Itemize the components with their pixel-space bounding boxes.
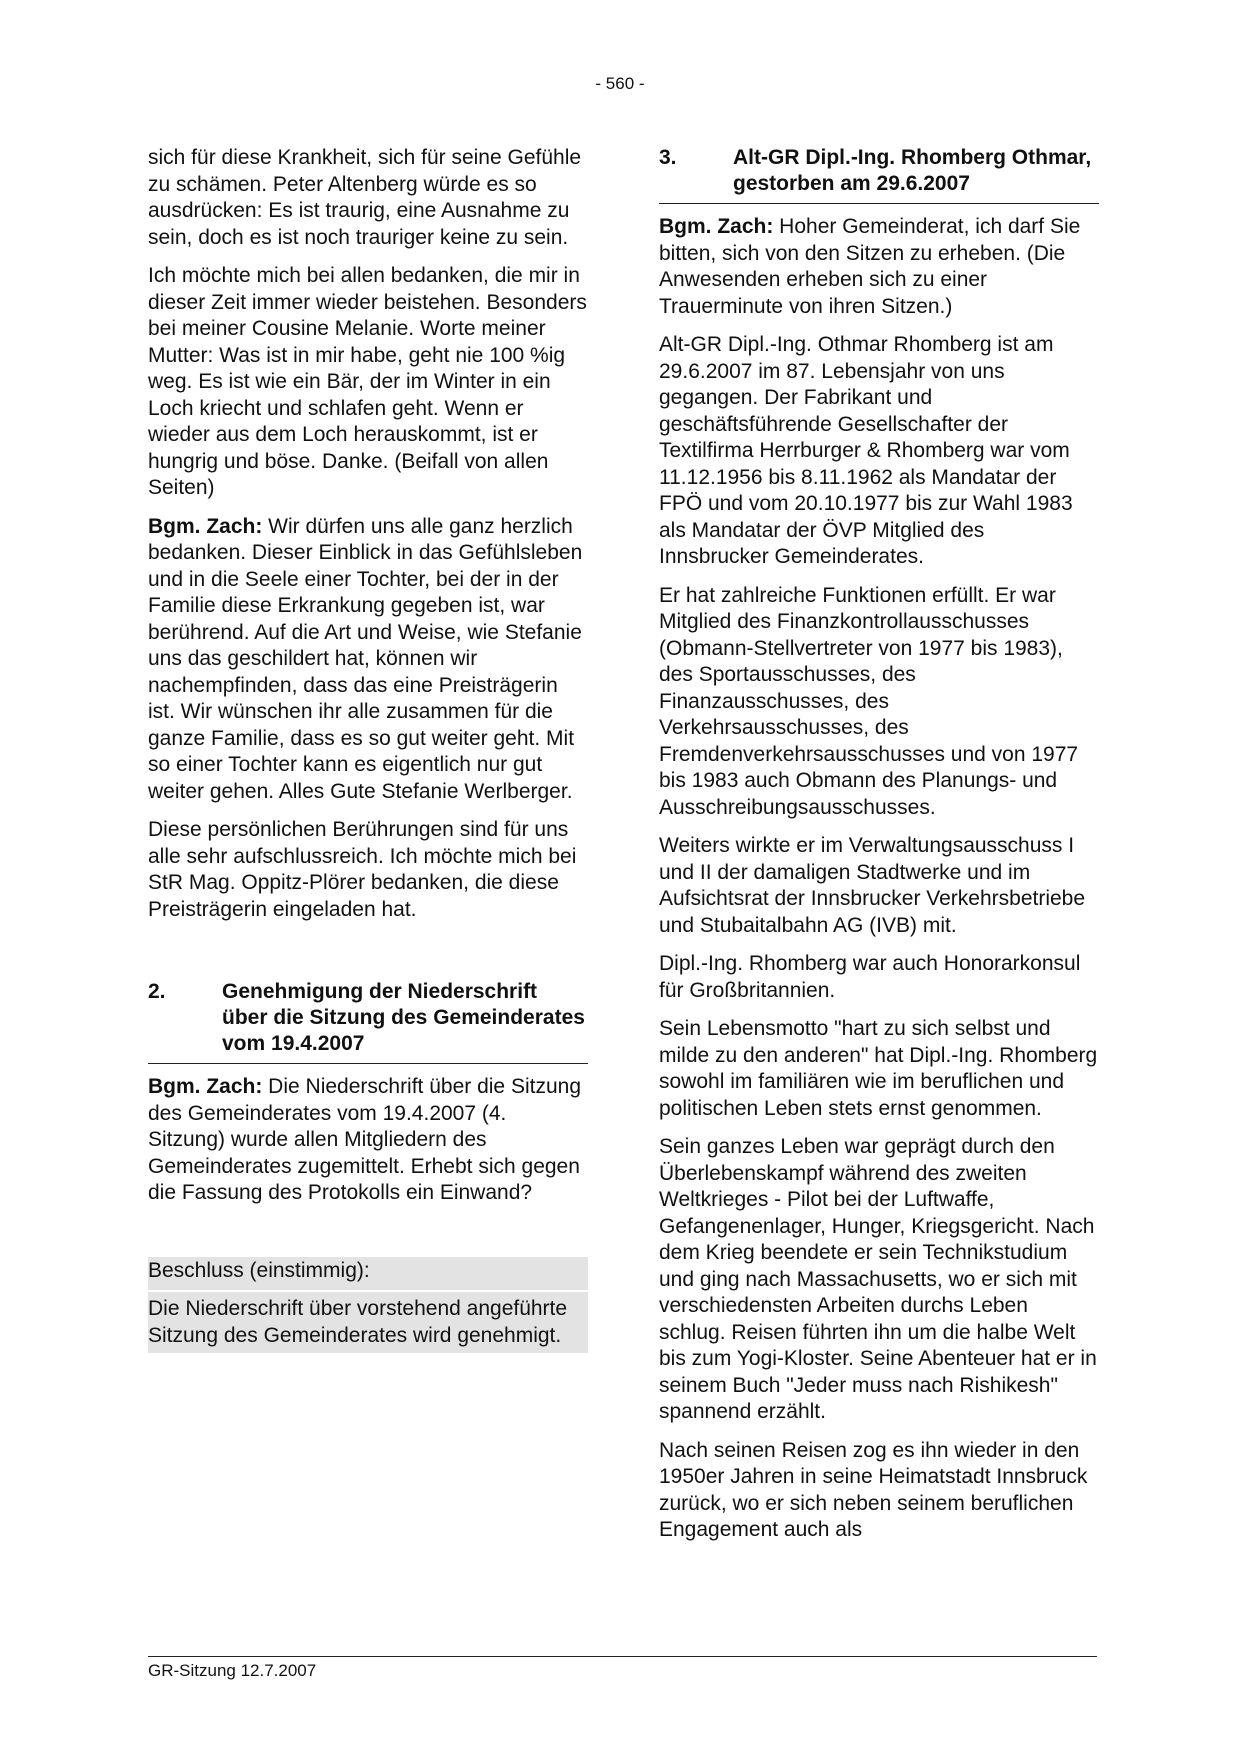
- resolution-text: Die Niederschrift über vorstehend angeführte Sitzung des Gemeinderates wird genehmigt.: [148, 1297, 568, 1347]
- resolution-box: [148, 1257, 588, 1354]
- paragraph: Weiters wirkte er im Verwaltungsausschuss I und II der damaligen Stadtwerke und im Aufsichtsrat der Innsbrucker Verkehrsbetriebe und Stubaitalbahn AG (IVB) mit.: [659, 834, 1086, 937]
- speaker-paragraph: [148, 514, 588, 806]
- paragraph: Sein ganzes Leben war geprägt durch den Überlebenskampf während des zweiten Weltkrieges - Pilot bei der Luftwaffe, Gefangenenlager, Hunger, Kriegsgericht. Nach dem Krieg beendete er sein Technikstudium und ging nach Massachusetts, wo er sich mit verschiedensten Arbeiten durchs Leben schlug. Reisen führten ihn um die halbe Welt bis zum Yogi-Kloster. Seine Abenteuer hat er in seinem Buch "Jeder muss nach Rishikesh" spannend erzählt.: [659, 1135, 1097, 1423]
- paragraph: Dipl.-Ing. Rhomberg war auch Honorarkonsul für Großbritannien.: [659, 952, 1081, 1002]
- speaker-label: Bgm. Zach:: [148, 514, 263, 538]
- speaker-paragraph: [659, 214, 1099, 320]
- section-number: 2.: [148, 980, 166, 1003]
- right-column: [659, 145, 1099, 1556]
- speaker-text: Wir dürfen uns alle ganz herzlich bedanken. Dieser Einblick in das Gefühlsleben und in die Seele einer Tochter, bei der in der Familie diese Erkrankung gegeben ist, war berührend. Auf die Art und Weise, wie Stefanie uns das geschildert hat, können wir nachempfinden, dass das eine Preisträgerin ist. Wir wünschen ihr alle zusammen für die ganze Familie, dass es so gut weiter geht. Mit so einer Tochter kann es eigentlich nur gut weiter gehen. Alles Gute Stefanie Werlberger.: [148, 514, 583, 803]
- footer-text: GR-Sitzung 12.7.2007: [148, 1661, 317, 1680]
- paragraph: Er hat zahlreiche Funktionen erfüllt. Er war Mitglied des Finanzkontrollausschusses (Obmann-Stellvertreter von 1977 bis 1983), des Sportausschusses, des Finanzausschusses, des Verkehrsausschusses, des Fremdenverkehrsausschusses und von 1977 bis 1983 auch Obmann des Planungs- und Ausschreibungsausschusses.: [659, 583, 1079, 819]
- paragraph: sich für diese Krankheit, sich für seine Gefühle zu schämen. Peter Altenberg würde es so ausdrücken: Es ist traurig, eine Ausnahme zu sein, doch es ist noch trauriger keine zu sein.: [148, 146, 582, 249]
- page-number: - 560 -: [595, 74, 645, 93]
- speaker-text: Die Niederschrift über die Sitzung des Gemeinderates vom 19.4.2007 (4. Sitzung) wurde allen Mitgliedern des Gemeinderates zugemittelt. Erhebt sich gegen die Fassung des Protokolls ein Einwand?: [148, 1075, 581, 1204]
- speaker-label: Bgm. Zach:: [148, 1075, 263, 1098]
- paragraph: Ich möchte mich bei allen bedanken, die mir in dieser Zeit immer wieder beistehen. Besonders bei meiner Cousine Melanie. Worte meiner Mutter: Was ist in mir habe, geht nie 100 %ig weg. Es ist wie ein Bär, der im Winter in ein Loch kriecht und schlafen geht. Wenn er wieder aus dem Loch herauskommt, ist er hungrig und böse. Danke. (Beifall von allen Seiten): [148, 264, 587, 499]
- speaker-text: Hoher Gemeinderat, ich darf Sie bitten, sich von den Sitzen zu erheben. (Die Anwesenden erheben sich zu einer Trauerminute von ihren Sitzen.): [659, 215, 1081, 318]
- speaker-label: Bgm. Zach:: [659, 215, 774, 238]
- paragraph: Nach seinen Reisen zog es ihn wieder in den 1950er Jahren in seine Heimatstadt Innsbruck zurück, wo er sich neben seinem beruflichen Engagement auch als: [659, 1438, 1088, 1541]
- resolution-heading: Beschluss (einstimmig):: [148, 1257, 588, 1293]
- left-column: [148, 145, 588, 1353]
- footer-divider: [148, 1656, 1097, 1657]
- paragraph: Sein Lebensmotto "hart zu sich selbst und milde zu den anderen" hat Dipl.-Ing. Rhomberg sowohl im familiären wie im beruflichen und politischen Leben stets ernst genommen.: [659, 1017, 1098, 1120]
- paragraph: Alt-GR Dipl.-Ing. Othmar Rhomberg ist am 29.6.2007 im 87. Lebensjahr von uns gegangen. Der Fabrikant und geschäftsführende Gesellschafter der Textilfirma Herrburger & Rhomberg war vom 11.12.1956 bis 8.11.1962 als Mandatar der FPÖ und vom 20.10.1977 bis zur Wahl 1983 als Mandatar der ÖVP Mitglied des Innsbrucker Gemeinderates.: [659, 333, 1073, 568]
- section-number: 3.: [659, 146, 677, 169]
- section-title: Genehmigung der Niederschrift über die Sitzung des Gemeinderates vom 19.4.2007: [222, 980, 585, 1055]
- section-heading: [148, 979, 588, 1064]
- speaker-paragraph: [148, 1074, 588, 1207]
- section-title: Alt-GR Dipl.-Ing. Rhomberg Othmar, gestorben am 29.6.2007: [733, 146, 1092, 195]
- section-heading: [659, 145, 1099, 204]
- paragraph: Diese persönlichen Berührungen sind für uns alle sehr aufschlussreich. Ich möchte mich bei StR Mag. Oppitz-Plörer bedanken, die diese Preisträgerin eingeladen hat.: [148, 818, 577, 921]
